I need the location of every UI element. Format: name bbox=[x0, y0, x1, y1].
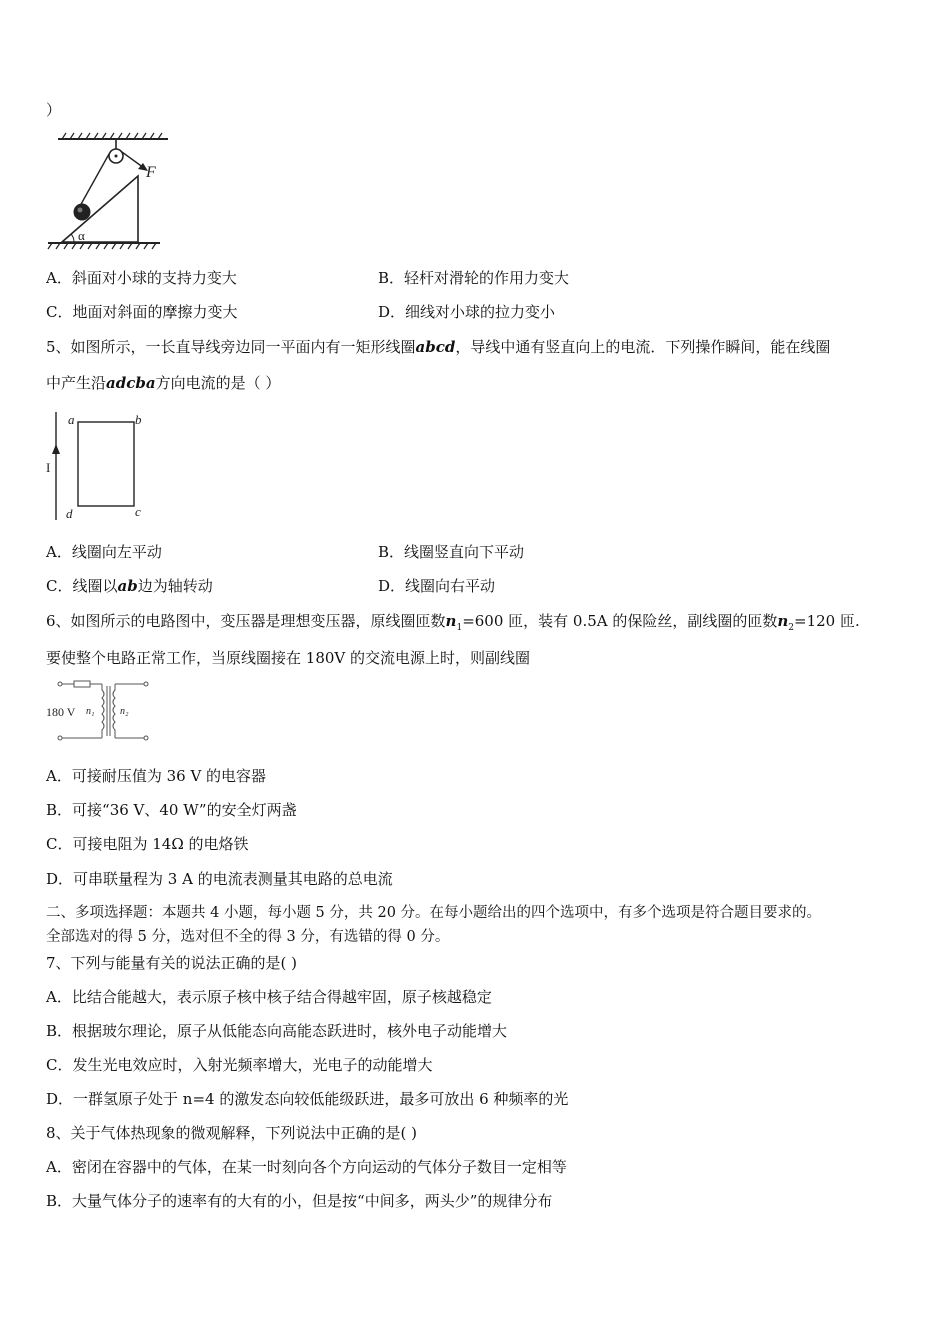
angle-arc bbox=[71, 234, 74, 242]
corner-c: c bbox=[135, 504, 141, 519]
corner-a: a bbox=[68, 412, 75, 427]
q6-stem-line2: 要使整个电路正常工作，当原线圈接在 180V 的交流电源上时，则副线圈 bbox=[46, 649, 531, 667]
q6-option-d[interactable]: D．可串联量程为 3 A 的电流表测量其电路的总电流 bbox=[46, 870, 393, 888]
q6-figure bbox=[44, 676, 156, 746]
angle-label: α bbox=[78, 228, 85, 243]
ceiling bbox=[58, 133, 168, 139]
q7-option-b[interactable]: B．根据玻尔理论，原子从低能态向高能态跃进时，核外电子动能增大 bbox=[46, 1022, 508, 1040]
q5-figure bbox=[44, 408, 154, 524]
force-label: F bbox=[146, 164, 156, 181]
section2-heading-line2: 全部选对的得 5 分，选对但不全的得 3 分，有选错的得 0 分。 bbox=[46, 929, 450, 945]
n1-label: n₁ bbox=[86, 706, 95, 717]
q7-option-c[interactable]: C．发生光电效应时，入射光频率增大，光电子的动能增大 bbox=[46, 1056, 433, 1074]
q4-stem-tail: ） bbox=[46, 101, 62, 119]
q5-stem-line1: 5、如图所示，一长直导线旁边同一平面内有一矩形线圈abcd，导线中通有竖直向上的电流．下列操作瞬间，能在线圈 bbox=[46, 338, 831, 356]
q4-option-d[interactable]: D．细线对小球的拉力变小 bbox=[378, 303, 556, 321]
q7-option-a[interactable]: A．比结合能越大，表示原子核中核子结合得越牢固，原子核越稳定 bbox=[46, 988, 492, 1006]
secondary-coil bbox=[113, 684, 115, 738]
voltage-label: 180 V bbox=[46, 705, 76, 719]
rope-to-f bbox=[122, 152, 144, 168]
q7-option-d[interactable]: D．一群氢原子处于 n=4 的激发态向较低能级跃进，最多可放出 6 种频率的光 bbox=[46, 1090, 569, 1108]
q6-option-a[interactable]: A．可接耐压值为 36 V 的电容器 bbox=[46, 767, 267, 785]
rope-to-ball bbox=[80, 154, 109, 206]
ground bbox=[48, 243, 160, 249]
q5-option-c[interactable]: C．线圈以ab边为轴转动 bbox=[46, 577, 213, 595]
q5-option-d[interactable]: D．线圈向右平动 bbox=[378, 577, 496, 595]
q4-figure bbox=[44, 130, 174, 252]
n2-label: n₂ bbox=[120, 706, 129, 717]
primary-coil bbox=[102, 684, 104, 738]
q5-option-a[interactable]: A．线圈向左平动 bbox=[46, 543, 162, 561]
current-label: I bbox=[46, 460, 51, 475]
incline bbox=[62, 176, 138, 242]
fuse bbox=[74, 681, 90, 687]
q5-stem-line2: 中产生沿adcba方向电流的是（ ） bbox=[46, 374, 281, 392]
ball bbox=[74, 204, 90, 220]
q5-option-b[interactable]: B．线圈竖直向下平动 bbox=[378, 543, 525, 561]
coil bbox=[78, 422, 134, 506]
q6-option-c[interactable]: C．可接电阻为 14Ω 的电烙铁 bbox=[46, 835, 249, 853]
q7-stem: 7、下列与能量有关的说法正确的是( ) bbox=[46, 954, 298, 972]
corner-d: d bbox=[66, 506, 73, 521]
q8-option-a[interactable]: A．密闭在容器中的气体，在某一时刻向各个方向运动的气体分子数目一定相等 bbox=[46, 1158, 567, 1176]
q6-stem-line1: 6、如图所示的电路图中，变压器是理想变压器，原线圈匝数$n_1=600$ 匝，装有 0.5A 的保险丝，副线圈的匝数$n_2=120$ 匝. bbox=[46, 612, 860, 633]
section2-heading-line1: 二、多项选择题：本题共 4 小题，每小题 5 分，共 20 分。在每小题给出的四个选项中，有多个选项是符合题目要求的。 bbox=[46, 905, 822, 921]
q6-option-b[interactable]: B．可接“36 V、40 W”的安全灯两盏 bbox=[46, 801, 297, 819]
q4-option-b[interactable]: B．轻杆对滑轮的作用力变大 bbox=[378, 269, 570, 287]
q8-stem: 8、关于气体热现象的微观解释，下列说法中正确的是( ) bbox=[46, 1124, 418, 1142]
current-arrow bbox=[52, 444, 60, 454]
corner-b: b bbox=[135, 412, 142, 427]
q4-option-c[interactable]: C．地面对斜面的摩擦力变大 bbox=[46, 303, 238, 321]
q4-option-a[interactable]: A．斜面对小球的支持力变大 bbox=[46, 269, 237, 287]
q8-option-b[interactable]: B．大量气体分子的速率有的大有的小，但是按“中间多，两头少”的规律分布 bbox=[46, 1192, 553, 1210]
